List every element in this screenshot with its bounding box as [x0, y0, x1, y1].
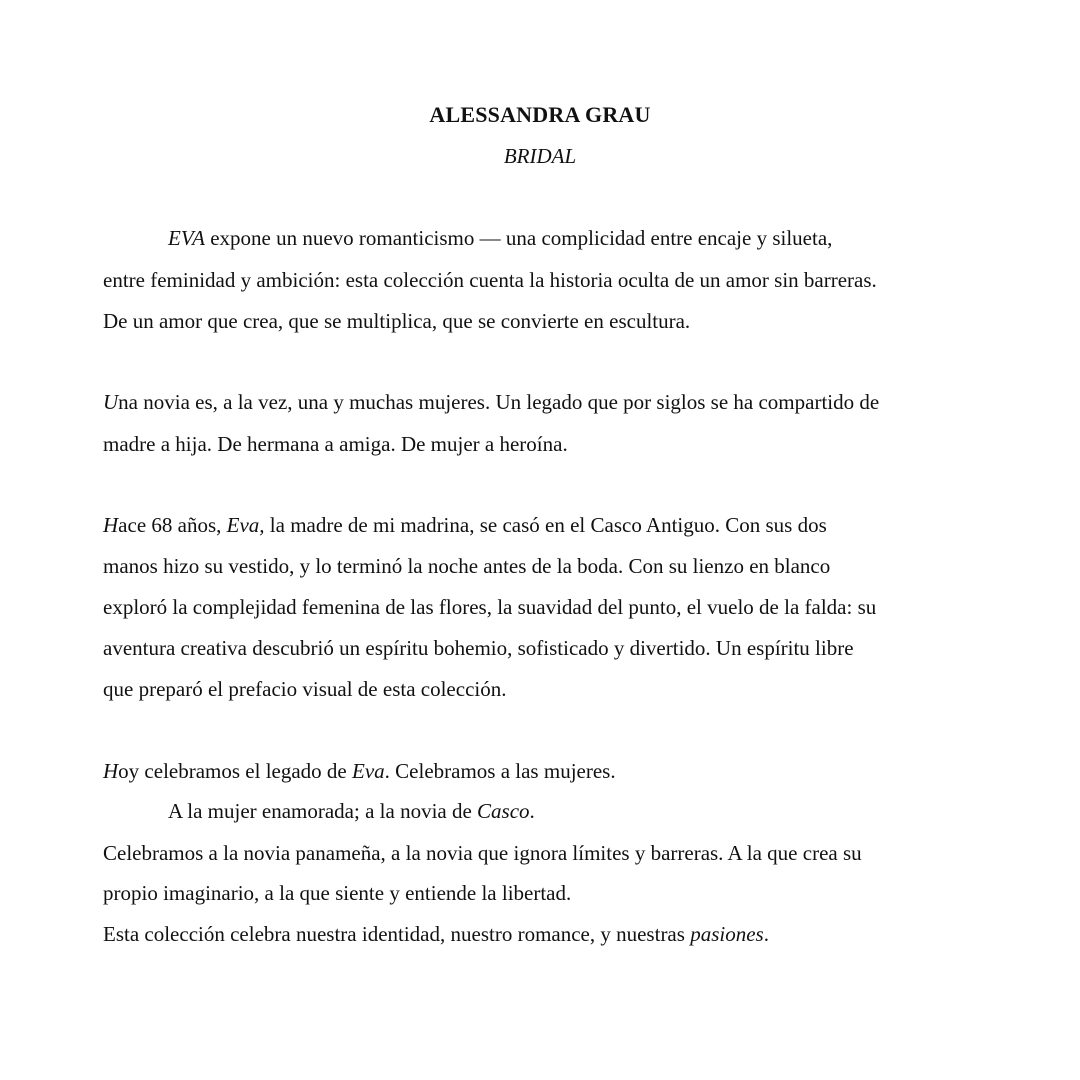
name-casco: Casco	[477, 799, 530, 823]
text-span: Esta colección celebra nuestra identidad, nuestro romance, y nuestras	[103, 922, 691, 946]
text-span: la madre de mi madrina, se casó en el Casco Antiguo. Con sus dos	[264, 513, 827, 537]
drop-cap: H	[103, 759, 119, 783]
paragraph-1-line-1	[168, 222, 832, 254]
paragraph-3-line-2: manos hizo su vestido, y lo terminó la noche antes de la boda. Con su lienzo en blanco	[103, 554, 831, 578]
word-pasiones: pasiones	[690, 922, 764, 946]
drop-cap: U	[103, 390, 119, 414]
brand-title: ALESSANDRA GRAU	[429, 102, 651, 127]
paragraph-4-line-2	[168, 795, 535, 827]
name-eva: Eva,	[226, 513, 265, 537]
text-span: . Celebramos a las mujeres.	[384, 759, 616, 783]
text-span: oy celebramos el legado de	[118, 759, 352, 783]
paragraph-3-line-5: que preparó el prefacio visual de esta colección.	[103, 677, 507, 701]
paragraph-3-line-4: aventura creativa descubrió un espíritu bohemio, sofisticado y divertido. Un espíritu libre	[103, 636, 854, 660]
brand-subtitle: BRIDAL	[503, 144, 577, 168]
text-span: na novia es, a la vez, una y muchas mujeres. Un legado que por siglos se ha compartido de	[118, 390, 880, 414]
paragraph-4-line-4: propio imaginario, a la que siente y entiende la libertad.	[103, 881, 572, 905]
text-span: expone un nuevo romanticismo — una complicidad entre encaje y silueta,	[204, 226, 833, 250]
paragraph-4-line-3: Celebramos a la novia panameña, a la novia que ignora límites y barreras. A la que crea su	[103, 841, 862, 865]
paragraph-1-line-3: De un amor que crea, que se multiplica, que se convierte en escultura.	[103, 309, 691, 333]
paragraph-3-line-3: exploró la complejidad femenina de las flores, la suavidad del punto, el vuelo de la falda: su	[103, 595, 877, 619]
collection-name-eva: EVA	[168, 226, 205, 250]
text-span: .	[529, 799, 535, 823]
paragraph-4-line-5	[103, 918, 769, 950]
text-span: A la mujer enamorada; a la novia de	[168, 799, 478, 823]
paragraph-2-line-1	[103, 386, 879, 418]
name-eva: Eva	[352, 759, 385, 783]
drop-cap: H	[103, 513, 119, 537]
paragraph-4-line-1	[103, 755, 616, 787]
text-span: ace 68 años,	[118, 513, 227, 537]
paragraph-1-line-2: entre feminidad y ambición: esta colección cuenta la historia oculta de un amor sin barreras.	[103, 268, 877, 292]
text-span: .	[763, 922, 769, 946]
paragraph-3-line-1	[103, 509, 827, 541]
paragraph-2-line-2: madre a hija. De hermana a amiga. De mujer a heroína.	[103, 432, 568, 456]
